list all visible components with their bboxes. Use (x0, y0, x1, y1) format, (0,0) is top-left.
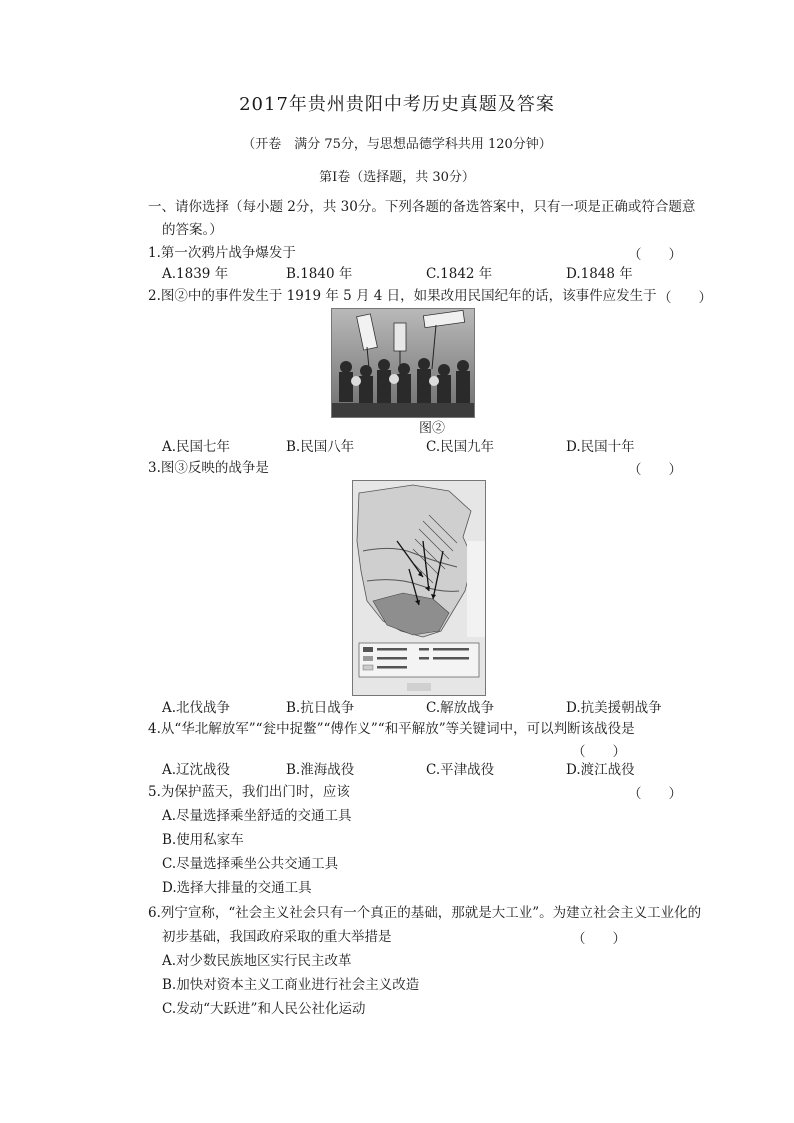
q6-answer-blank: （ ） (572, 931, 626, 947)
q1-option-a: A.1839 年 (162, 266, 229, 282)
fig2-caption: 图② (419, 421, 446, 436)
q3-option-b: B.抗日战争 (286, 700, 355, 716)
q4-stem: 4.从“华北解放军”“瓮中捉鳖”“傅作义”“和平解放”等关键词中，可以判断该战役是 (148, 721, 635, 737)
may-fourth-photo (331, 308, 475, 418)
q5-answer-blank: （ ） (628, 786, 682, 802)
q2-option-b: B.民国八年 (286, 439, 355, 455)
q2-answer-blank: （ ） (658, 290, 712, 306)
q5-option-d: D.选择大排量的交通工具 (162, 880, 312, 896)
q1-option-c: C.1842 年 (426, 266, 493, 282)
exam-title: 2017年贵州贵阳中考历史真题及答案 (239, 94, 555, 115)
q5-option-c: C.尽量选择乘坐公共交通工具 (162, 856, 339, 872)
part-title: 第Ⅰ卷（选择题，共 30分） (319, 170, 475, 185)
q5-stem: 5.为保护蓝天，我们出门时，应该 (148, 784, 350, 800)
q3-stem: 3.图③反映的战争是 (148, 460, 269, 476)
q6-stem-line2: 初步基础，我国政府采取的重大举措是 (162, 929, 392, 945)
q6-stem-line1: 6.列宁宣称，“社会主义社会只有一个真正的基础，那就是大工业”。为建立社会主义工业化的 (148, 905, 702, 921)
q6-option-c: C.发动“大跃进”和人民公社化运动 (162, 1001, 366, 1017)
protest-crowd-illustration (332, 309, 474, 417)
q2-option-d: D.民国十年 (566, 439, 635, 455)
exam-subtitle: （开卷 满分 75分，与思想品德学科共用 120分钟） (242, 137, 552, 152)
q3-option-d: D.抗美援朝战争 (566, 700, 662, 716)
section-instruction-line2: 的答案。） (162, 222, 223, 238)
q1-option-b: B.1840 年 (286, 266, 353, 282)
q2-stem: 2.图②中的事件发生于 1919 年 5 月 4 日，如果改用民国纪年的话，该事件应发生于 (148, 288, 657, 304)
q3-option-c: C.解放战争 (426, 700, 495, 716)
q4-option-c: C.平津战役 (426, 762, 495, 778)
q5-option-a: A.尽量选择乘坐舒适的交通工具 (162, 808, 352, 824)
q6-option-b: B.加快对资本主义工商业进行社会主义改造 (162, 977, 420, 993)
q3-answer-blank: （ ） (628, 462, 682, 478)
q2-option-c: C.民国九年 (426, 439, 495, 455)
q2-option-a: A.民国七年 (162, 439, 231, 455)
q4-option-b: B.淮海战役 (286, 762, 355, 778)
q1-stem: 1.第一次鸦片战争爆发于 (148, 245, 296, 261)
section-instruction-line1: 一、请你选择（每小题 2分，共 30分。下列各题的备选答案中，只有一项是正确或符合题意 (148, 199, 696, 215)
q6-option-a: A.对少数民族地区实行民主改革 (162, 953, 352, 969)
q1-option-d: D.1848 年 (566, 266, 633, 282)
q4-option-a: A.辽沈战役 (162, 762, 231, 778)
q4-option-d: D.渡江战役 (566, 762, 635, 778)
q1-answer-blank: （ ） (628, 247, 682, 263)
q5-option-b: B.使用私家车 (162, 832, 244, 848)
q3-option-a: A.北伐战争 (162, 700, 231, 716)
campaign-map-illustration (353, 481, 485, 695)
war-map-figure (352, 480, 486, 696)
q4-answer-blank: （ ） (572, 744, 626, 760)
